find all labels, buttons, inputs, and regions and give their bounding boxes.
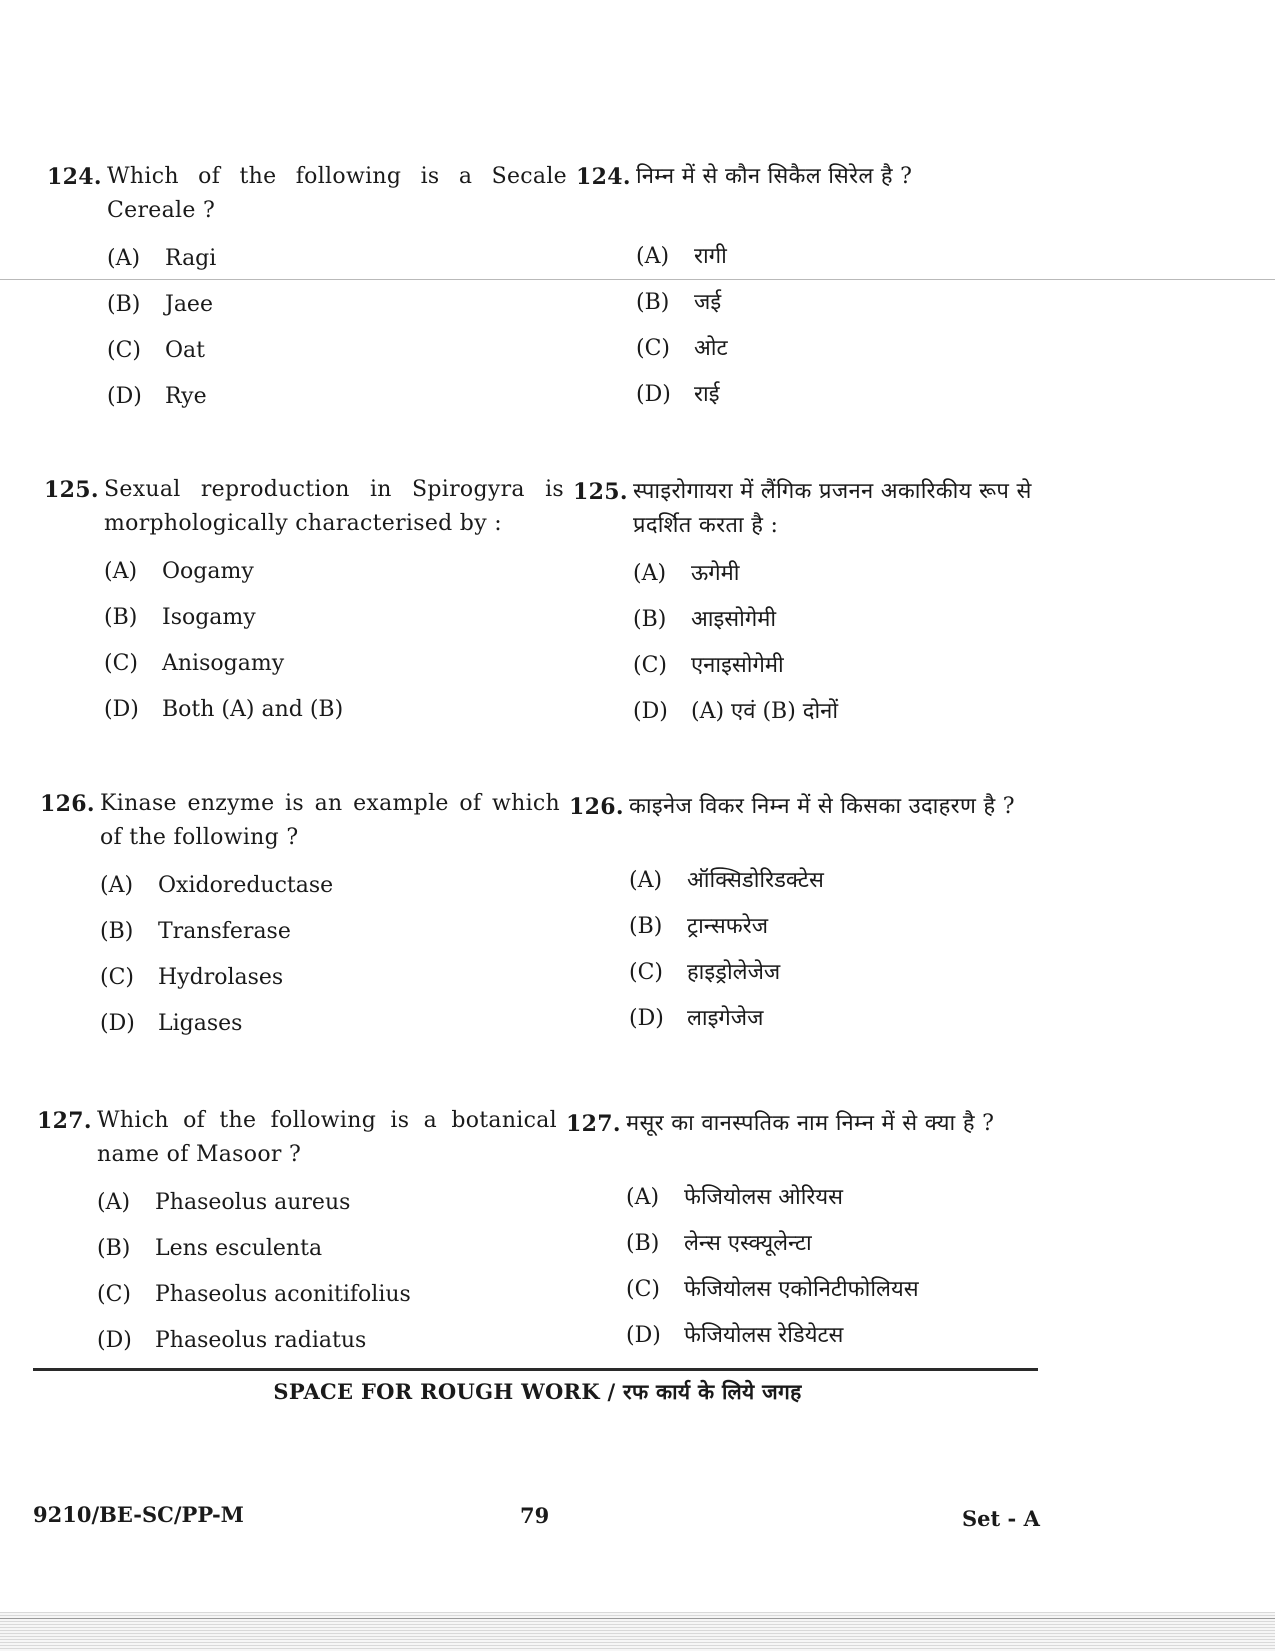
- option-d: (D) फेजियोलस रेडियेटस: [626, 1323, 844, 1348]
- options-list: [97, 1186, 557, 1370]
- option-b: (B) लेन्स एस्क्यूलेन्टा: [626, 1231, 812, 1256]
- question-number: 127.: [37, 1108, 92, 1134]
- option-a: (A) Phaseolus aureus: [97, 1190, 351, 1215]
- options-list: [636, 240, 1096, 424]
- option-b: (B) Lens esculenta: [97, 1236, 323, 1261]
- option-b: (B) ट्रान्सफरेज: [629, 914, 769, 939]
- question-126-hi: [569, 790, 1089, 1048]
- option-a: (A) Oxidoreductase: [100, 873, 334, 898]
- option-b: (B) आइसोगेमी: [633, 607, 777, 632]
- question-124-hi: [576, 160, 1096, 424]
- option-c: (C) फेजियोलस एकोनिटीफोलियस: [626, 1277, 919, 1302]
- question-127-en: [37, 1104, 557, 1370]
- question-127-hi: [566, 1107, 1086, 1365]
- option-c: (C) Hydrolases: [100, 965, 284, 990]
- question-number: 124.: [47, 164, 102, 190]
- option-a: (A) Oogamy: [104, 559, 254, 584]
- option-b: (B) जई: [636, 290, 722, 315]
- option-b: (B) Isogamy: [104, 605, 256, 630]
- option-a: (A) रागी: [636, 244, 727, 269]
- option-a: (A) फेजियोलस ओरियस: [626, 1185, 844, 1210]
- option-c: (C) ओट: [636, 336, 728, 361]
- footer-divider: [33, 1368, 1038, 1371]
- question-124-en: [47, 160, 567, 426]
- option-a: (A) Ragi: [107, 246, 217, 271]
- option-d: (D) (A) एवं (B) दोनों: [633, 699, 839, 724]
- question-number: 126.: [569, 794, 624, 820]
- option-c: (C) Phaseolus aconitifolius: [97, 1282, 411, 1307]
- question-number: 125.: [44, 477, 99, 503]
- question-text: स्पाइरोगायरा में लैंगिक प्रजनन अकारिकीय रूप से प्रदर्शित करता है :: [633, 479, 1032, 538]
- question-text: निम्न में से कौन सिकैल सिरेल है ?: [636, 164, 913, 189]
- scan-bottom-line: [0, 1618, 1275, 1619]
- options-list: [107, 242, 567, 426]
- question-text: काइनेज विकर निम्न में से किसका उदाहरण है ?: [629, 794, 1015, 819]
- rough-work-caption: SPACE FOR ROUGH WORK / रफ कार्य के लिये जगह: [273, 1379, 802, 1404]
- option-c: (C) हाइड्रोलेजेज: [629, 960, 781, 985]
- option-a: (A) ऊगेमी: [633, 561, 740, 586]
- option-c: (C) एनाइसोगेमी: [633, 653, 784, 678]
- option-d: (D) Phaseolus radiatus: [97, 1328, 367, 1353]
- option-d: (D) लाइगेजेज: [629, 1006, 764, 1031]
- question-number: 124.: [576, 164, 631, 190]
- options-list: [100, 869, 560, 1053]
- set-label: Set - A: [962, 1506, 1040, 1531]
- question-text: Which of the following is a botanical name of Masoor ?: [97, 1108, 557, 1167]
- option-d: (D) Rye: [107, 384, 207, 409]
- page-number: 79: [520, 1503, 550, 1528]
- options-list: [629, 864, 1089, 1048]
- options-list: [633, 557, 1093, 741]
- question-text: Which of the following is a Secale Cereale ?: [107, 164, 567, 223]
- option-c: (C) Anisogamy: [104, 651, 285, 676]
- question-text: मसूर का वानस्पतिक नाम निम्न में से क्या है ?: [626, 1111, 995, 1136]
- option-d: (D) Both (A) and (B): [104, 697, 344, 722]
- question-125-en: [44, 473, 564, 739]
- question-text: Sexual reproduction in Spirogyra is morphologically characterised by :: [104, 477, 564, 536]
- option-d: (D) राई: [636, 382, 720, 407]
- paper-code: 9210/BE-SC/PP-M: [33, 1502, 244, 1527]
- question-number: 127.: [566, 1111, 621, 1137]
- option-b: (B) Jaee: [107, 292, 213, 317]
- option-d: (D) Ligases: [100, 1011, 243, 1036]
- question-text: Kinase enzyme is an example of which of the following ?: [100, 791, 560, 850]
- question-number: 125.: [573, 479, 628, 505]
- option-b: (B) Transferase: [100, 919, 291, 944]
- question-125-hi: [573, 475, 1093, 741]
- option-a: (A) ऑक्सिडोरिडक्टेस: [629, 868, 824, 893]
- options-list: [626, 1181, 1086, 1365]
- options-list: [104, 555, 564, 739]
- question-number: 126.: [40, 791, 95, 817]
- question-126-en: [40, 787, 560, 1053]
- option-c: (C) Oat: [107, 338, 205, 363]
